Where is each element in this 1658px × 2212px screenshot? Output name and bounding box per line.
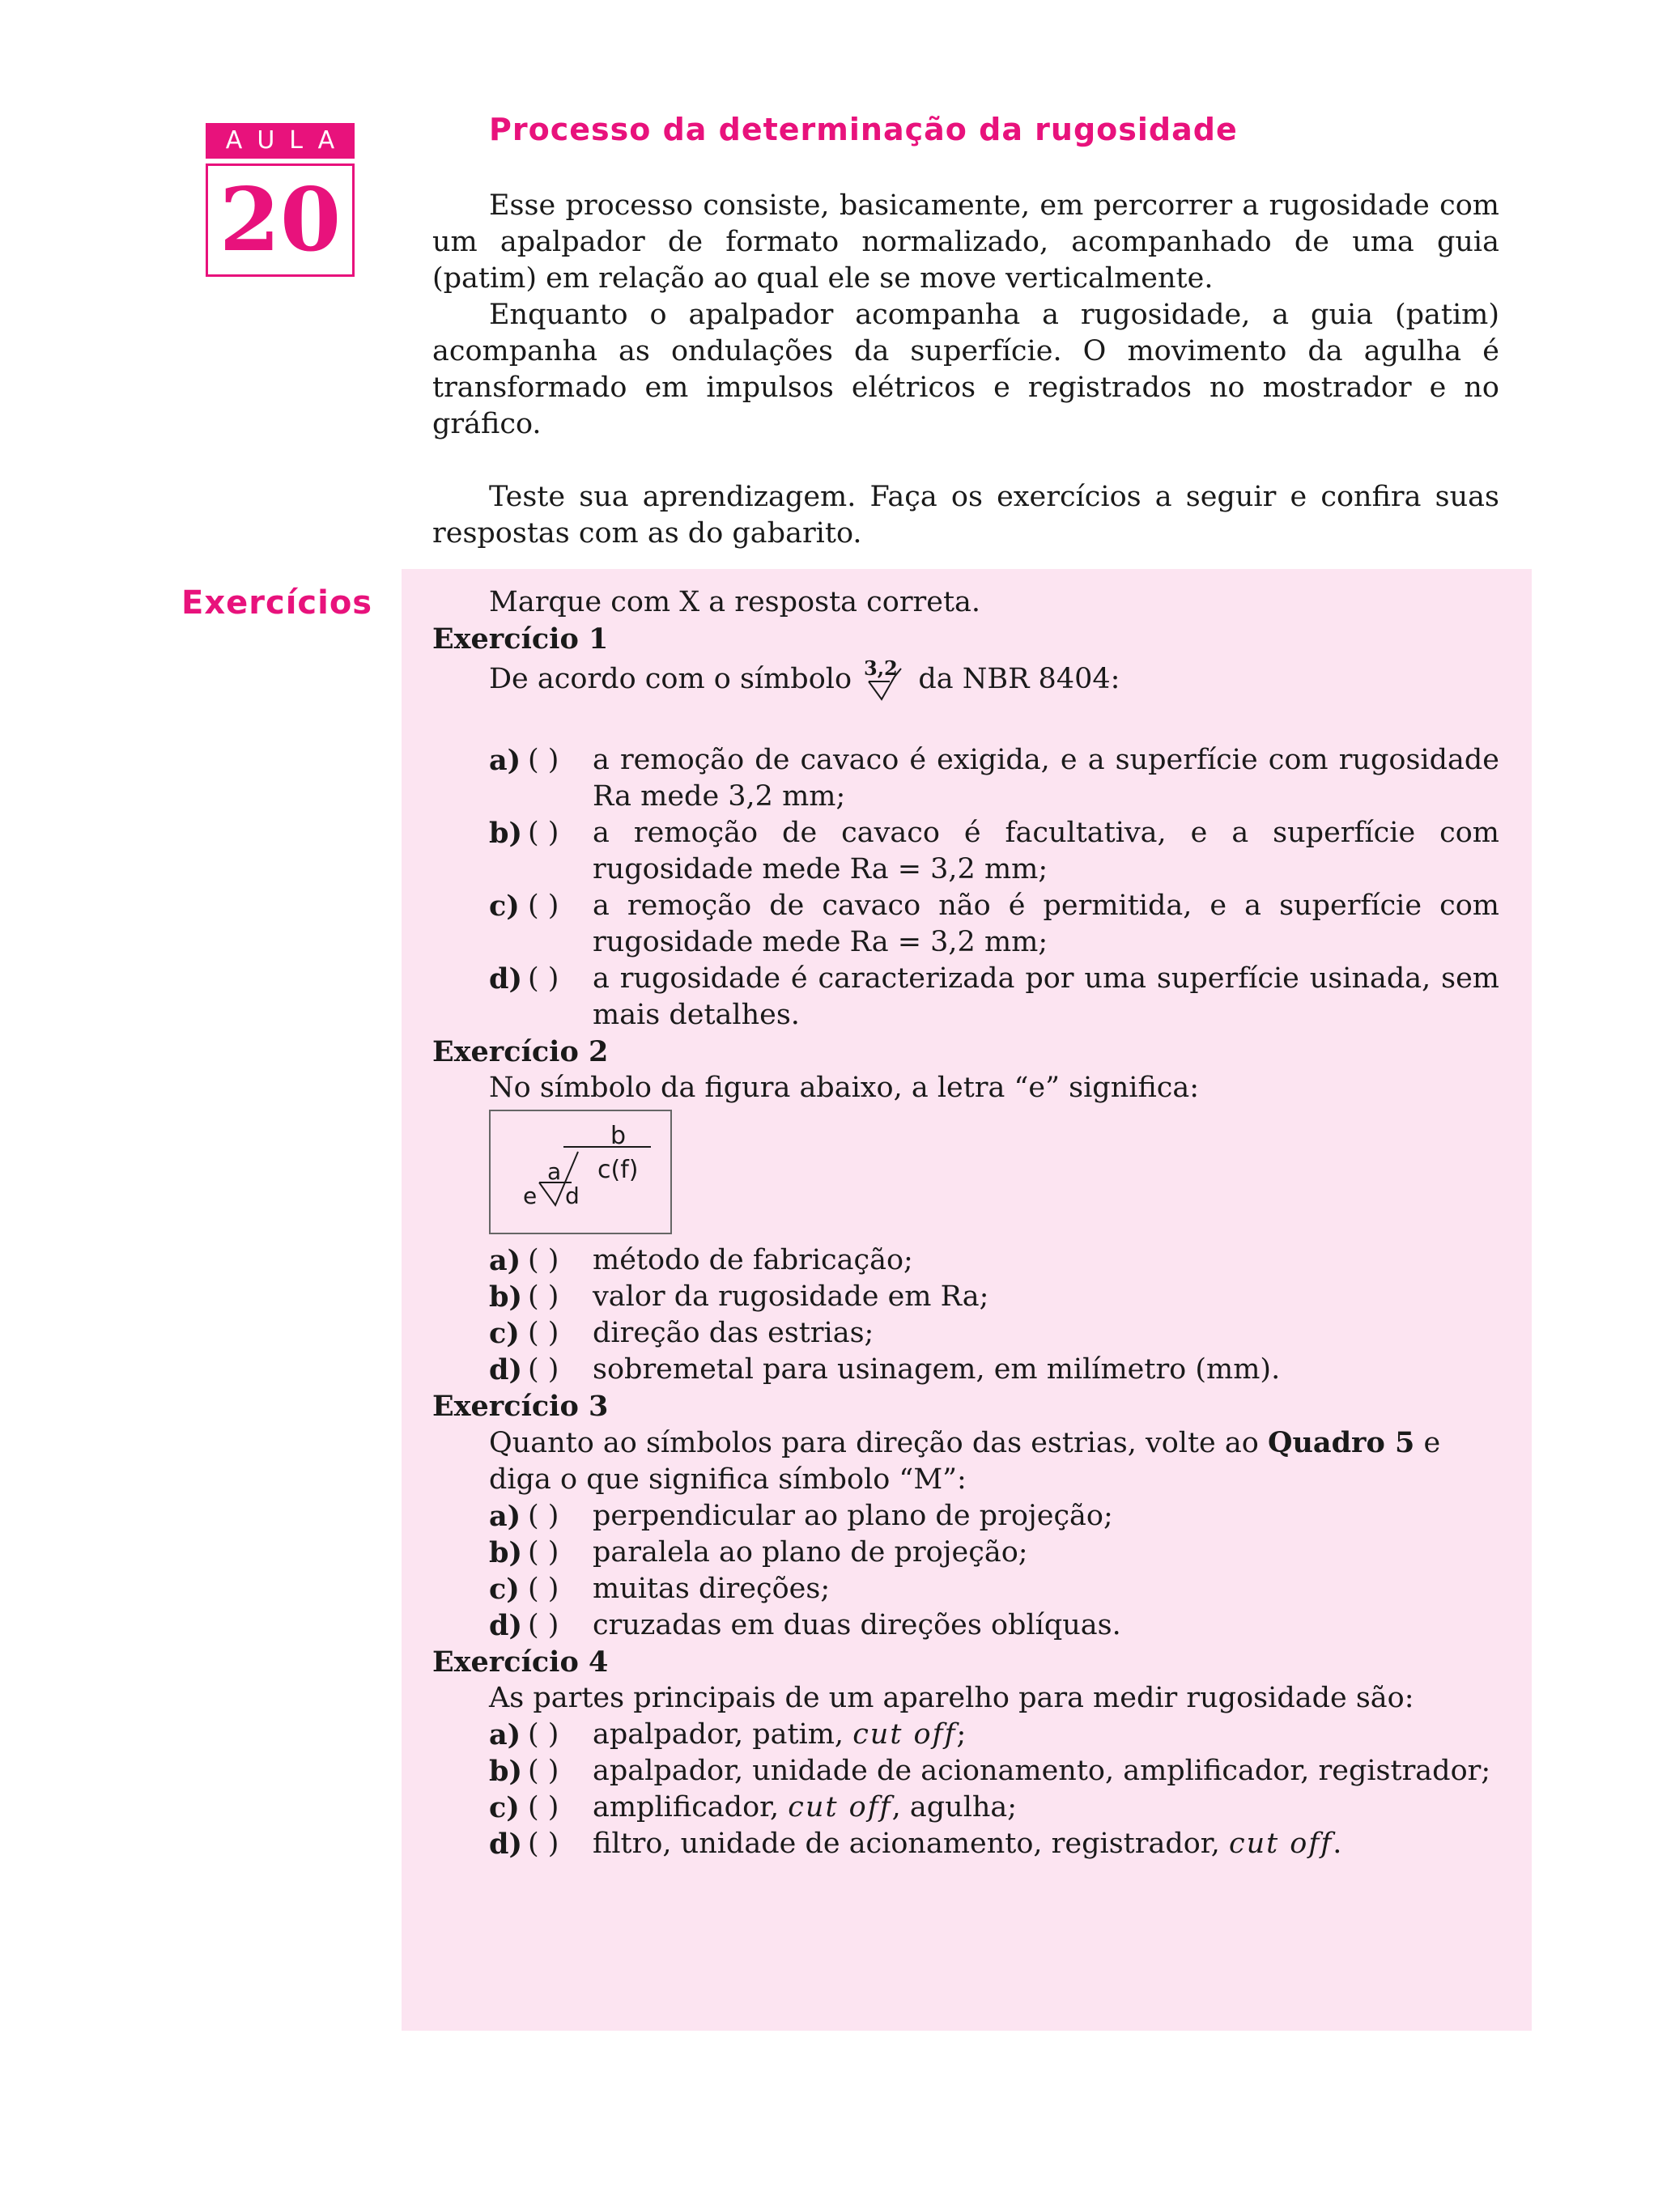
- option-letter: d): [489, 1828, 523, 1861]
- option-text: valor da rugosidade em Ra;: [593, 1280, 989, 1313]
- exercise-4-prompt: As partes principais de um aparelho para medir rugosidade são:: [489, 1682, 1414, 1714]
- option-letter: b): [489, 1755, 523, 1788]
- option-row[interactable]: [489, 1571, 1499, 1607]
- option-letter: d): [489, 1353, 523, 1386]
- option-row[interactable]: [489, 742, 1499, 815]
- option-row[interactable]: [489, 1242, 1499, 1279]
- option-text: amplificador,: [593, 1791, 780, 1824]
- exercise-1-prompt-after: da NBR 8404:: [918, 663, 1120, 695]
- option-row[interactable]: [489, 1352, 1499, 1388]
- roughness-symbol-value: 3,2: [864, 657, 898, 680]
- intro-paragraph: Teste sua aprendizagem. Faça os exercícios a seguir e confira suas respostas com as do gabarito.: [432, 481, 1499, 550]
- answer-checkbox[interactable]: ( ): [528, 889, 559, 922]
- exercise-3-options: [432, 1498, 1499, 1644]
- figure-label-d: d: [565, 1182, 580, 1209]
- aula-label: AULA: [206, 123, 355, 159]
- exercise-3-prompt-bold: Quadro 5: [1267, 1426, 1415, 1459]
- option-row[interactable]: [489, 815, 1499, 888]
- option-text: a rugosidade é caracterizada por uma superfície usinada, sem mais detalhes.: [593, 962, 1499, 1031]
- answer-checkbox[interactable]: ( ): [528, 1317, 559, 1349]
- answer-checkbox[interactable]: ( ): [528, 1500, 559, 1532]
- exercise-4-options: [432, 1717, 1499, 1862]
- exercise-2-prompt: No símbolo da figura abaixo, a letra “e” significa:: [489, 1072, 1200, 1104]
- answer-checkbox[interactable]: ( ): [528, 962, 559, 995]
- exercise-1-options: [432, 742, 1499, 1034]
- exercise-4-title: Exercício 4: [432, 1645, 609, 1679]
- answer-checkbox[interactable]: ( ): [528, 744, 559, 776]
- option-row[interactable]: [489, 1498, 1499, 1535]
- exercise-3-prompt-after: e diga o que significa símbolo “M”:: [489, 1427, 1441, 1496]
- exercise-2-title: Exercício 2: [432, 1035, 609, 1068]
- option-text: a remoção de cavaco é facultativa, e a superfície com rugosidade mede Ra = 3,2 mm;: [593, 817, 1499, 885]
- section-title: Processo da determinação da rugosidade: [489, 112, 1238, 147]
- answer-checkbox[interactable]: ( ): [528, 1755, 559, 1787]
- answer-checkbox[interactable]: ( ): [528, 1718, 559, 1751]
- option-letter: a): [489, 1500, 521, 1533]
- figure-label-a: a: [547, 1158, 562, 1185]
- answer-checkbox[interactable]: ( ): [528, 1609, 559, 1641]
- option-italic-term: cut off: [1228, 1828, 1333, 1860]
- answer-checkbox[interactable]: ( ): [528, 1353, 559, 1386]
- option-row[interactable]: [489, 1826, 1499, 1862]
- option-text: apalpador, unidade de acionamento, amplificador, registrador;: [593, 1755, 1491, 1787]
- exercise-3-title: Exercício 3: [432, 1390, 609, 1423]
- aula-number: 20: [206, 163, 355, 277]
- exercise-1-prompt-before: De acordo com o símbolo: [489, 663, 852, 695]
- option-row[interactable]: [489, 1790, 1499, 1826]
- option-row[interactable]: [489, 961, 1499, 1034]
- answer-checkbox[interactable]: ( ): [528, 1280, 559, 1313]
- option-text: sobremetal para usinagem, em milímetro (mm).: [593, 1353, 1281, 1386]
- figure-label-b: b: [610, 1122, 627, 1150]
- surface-symbol-figure: [489, 1110, 672, 1234]
- option-text-after: .: [1333, 1828, 1342, 1860]
- option-italic-term: cut off: [788, 1791, 892, 1824]
- option-letter: b): [489, 817, 523, 850]
- option-text: muitas direções;: [593, 1573, 831, 1605]
- option-italic-term: cut off: [852, 1718, 957, 1751]
- option-text: direção das estrias;: [593, 1317, 874, 1349]
- option-text-after: ;: [956, 1718, 967, 1751]
- option-text: a remoção de cavaco é exigida, e a superfície com rugosidade Ra mede 3,2 mm;: [593, 744, 1499, 813]
- answer-checkbox[interactable]: ( ): [528, 817, 559, 849]
- figure-label-e: e: [523, 1182, 538, 1209]
- answer-checkbox[interactable]: ( ): [528, 1791, 559, 1824]
- option-text: apalpador, patim,: [593, 1718, 844, 1751]
- option-text-after: , agulha;: [891, 1791, 1018, 1824]
- exercise-1-prompt: [432, 657, 1499, 706]
- option-row[interactable]: [489, 1279, 1499, 1315]
- option-text: perpendicular ao plano de projeção;: [593, 1500, 1113, 1532]
- roughness-symbol-icon: [861, 657, 909, 706]
- intro-text: [432, 188, 1499, 552]
- option-row[interactable]: [489, 1753, 1499, 1790]
- option-letter: d): [489, 1609, 523, 1642]
- exercise-1-title: Exercício 1: [432, 622, 609, 656]
- exercises-side-label: Exercícios: [181, 584, 373, 622]
- figure-label-cf: c(f): [597, 1156, 639, 1184]
- intro-paragraph: Esse processo consiste, basicamente, em percorrer a rugosidade com um apalpador de formato normalizado, acompanhado de uma guia (patim) em relação ao qual ele se move verticalmente.: [432, 189, 1499, 295]
- option-text: paralela ao plano de projeção;: [593, 1536, 1028, 1569]
- option-row[interactable]: [489, 1315, 1499, 1352]
- option-letter: b): [489, 1280, 523, 1314]
- option-text: método de fabricação;: [593, 1244, 913, 1276]
- option-letter: c): [489, 1791, 520, 1824]
- answer-checkbox[interactable]: ( ): [528, 1244, 559, 1276]
- exercise-3-prompt: [432, 1424, 1499, 1498]
- option-letter: c): [489, 889, 520, 923]
- exercise-3-prompt-before: Quanto ao símbolos para direção das estrias, volte ao: [489, 1427, 1259, 1459]
- option-letter: d): [489, 962, 523, 996]
- answer-checkbox[interactable]: ( ): [528, 1536, 559, 1569]
- option-letter: c): [489, 1317, 520, 1350]
- instruction: Marque com X a resposta correta.: [489, 586, 981, 618]
- option-row[interactable]: [489, 1535, 1499, 1571]
- option-row[interactable]: [489, 1607, 1499, 1644]
- option-letter: a): [489, 1718, 521, 1751]
- option-letter: a): [489, 1244, 521, 1277]
- answer-checkbox[interactable]: ( ): [528, 1573, 559, 1605]
- option-text: a remoção de cavaco não é permitida, e a superfície com rugosidade mede Ra = 3,2 mm;: [593, 889, 1499, 958]
- intro-paragraph: Enquanto o apalpador acompanha a rugosidade, a guia (patim) acompanha as ondulações da superfície. O movimento da agulha é transformado em impulsos elétricos e registrados no mostrador e no gráfico.: [432, 299, 1499, 440]
- option-letter: a): [489, 744, 521, 777]
- option-row[interactable]: [489, 1717, 1499, 1753]
- aula-badge: [206, 123, 355, 277]
- option-row[interactable]: [489, 888, 1499, 961]
- exercise-2-options: [432, 1242, 1499, 1388]
- option-text: filtro, unidade de acionamento, registrador,: [593, 1828, 1220, 1860]
- option-letter: b): [489, 1536, 523, 1569]
- option-letter: c): [489, 1573, 520, 1606]
- exercises-content: [432, 584, 1499, 1862]
- answer-checkbox[interactable]: ( ): [528, 1828, 559, 1860]
- option-text: cruzadas em duas direções oblíquas.: [593, 1609, 1121, 1641]
